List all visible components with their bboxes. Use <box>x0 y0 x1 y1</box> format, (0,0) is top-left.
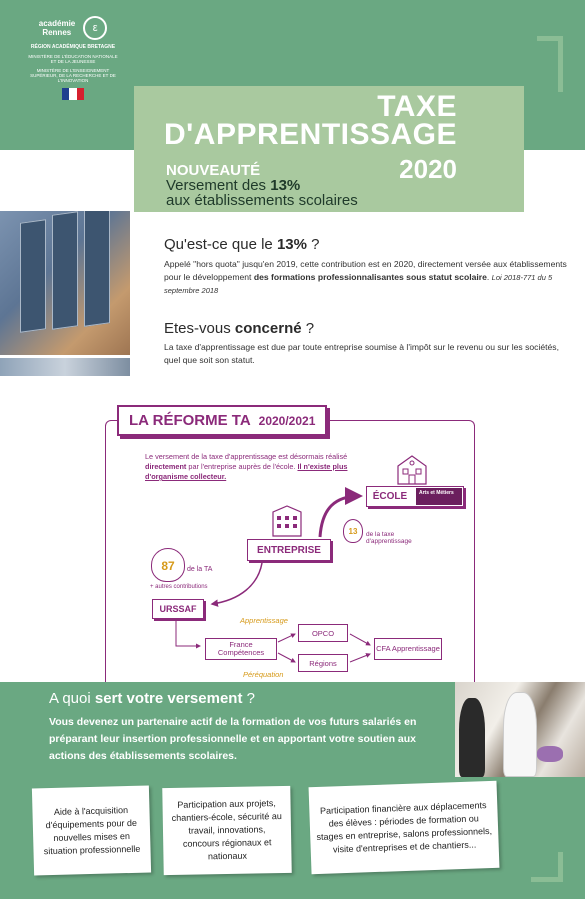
corner-bracket-top <box>537 36 563 92</box>
purple-bowl <box>537 746 563 762</box>
ecole-box: ÉCOLE <box>366 486 464 507</box>
benefit-card-1-text: Aide à l'acquisition d'équipements pour de nouvelles mises en situation professionnelle <box>43 804 141 856</box>
title-line-1: TAXE <box>377 90 457 123</box>
apprentissage-label: Apprentissage <box>240 616 288 625</box>
section-1-title-prefix: Qu'est-ce que le <box>164 236 277 253</box>
section-2-title-prefix: Etes-vous <box>164 320 235 337</box>
student-figure <box>503 692 537 777</box>
benefit-card-2-text: Participation aux projets, chantiers-école, sécurité au travail, innovations, concours régionaux et nationaux <box>171 798 282 862</box>
bottom-text: Vous devenez un partenaire actif de la formation de vos futurs salariés en préparant leur insertion professionnelle et en apportant votre soutien aux actions des établissements scolaires. <box>49 716 417 762</box>
academie-logo <box>28 16 118 100</box>
bottom-title <box>49 690 255 707</box>
entreprise-box: ENTREPRISE <box>247 539 331 561</box>
section-1-text-bold: des formations professionnalisantes sous statut scolaire <box>253 271 487 282</box>
pct-87: 87 <box>161 559 175 573</box>
arts-metiers-badge: Arts et Métiers <box>416 488 462 505</box>
reform-label <box>117 405 327 436</box>
benefit-card-3 <box>309 781 500 875</box>
law-reference: Loi 2018-771 du 5 septembre 2018 <box>164 272 553 296</box>
bottom-title-prefix: A quoi <box>49 690 95 707</box>
academie-emblem-icon: ε <box>83 16 107 40</box>
section-1-title <box>164 236 319 253</box>
money-bag-87-icon <box>151 548 185 582</box>
autres-contributions: + autres contributions <box>150 584 208 590</box>
versement-subtitle <box>166 178 358 208</box>
reform-intro-b: par l'entreprise auprès de l'école. <box>186 462 298 471</box>
cfa-box: CFA Apprentissage <box>374 638 442 660</box>
versement-pct: 13% <box>270 177 301 194</box>
reform-intro-bold-2: Il n'existe plus d'organisme collecteur. <box>145 462 348 481</box>
section-1-text <box>164 258 574 298</box>
versement-suffix: aux établissements scolaires <box>166 192 358 209</box>
reform-label-text: LA RÉFORME TA <box>129 412 251 429</box>
french-flag-icon <box>62 88 84 100</box>
section-2-text: La taxe d'apprentissage est due par toute entreprise soumise à l'impôt sur le revenu ou sur les sociétés, quel que soit son statut. <box>164 342 559 365</box>
reform-intro <box>145 452 390 482</box>
section-1-title-suffix: ? <box>306 236 320 253</box>
opco-box: OPCO <box>298 624 348 642</box>
pct-13-note: de la taxe d'apprentissage <box>366 531 412 545</box>
section-1-title-bold: 13% <box>276 236 307 253</box>
server-rack <box>20 219 46 333</box>
students-photo <box>455 682 585 777</box>
section-1-text-a: Appelé "hors quota" jusqu'en 2019, cette contribution est en 2020, directement versée aux établissements pour le développement <box>164 259 567 282</box>
ministry-1: MINISTÈRE DE L'ÉDUCATION NATIONALE ET DE LA JEUNESSE <box>28 54 118 64</box>
section-2-title <box>164 320 314 337</box>
reform-intro-bold-1: directement <box>145 462 187 471</box>
pct-87-note: de la TA <box>187 566 213 573</box>
bottom-title-bold: sert votre versement <box>94 690 243 707</box>
title-line-2: D'APPRENTISSAGE <box>164 118 458 151</box>
section-2-title-suffix: ? <box>301 320 315 337</box>
photo-strip <box>0 358 130 376</box>
bottom-title-suffix: ? <box>242 690 255 707</box>
benefit-card-3-text: Participation financière aux déplacements des élèves : périodes de formation ou stages en entreprise, salons professionnels, visite d'entreprises et de chantiers... <box>316 799 493 854</box>
logo-region: RÉGION ACADÉMIQUE BRETAGNE <box>30 44 116 50</box>
student-figure <box>459 698 485 777</box>
title-year: 2020 <box>399 154 457 184</box>
regions-box: Régions <box>298 654 348 672</box>
logo-mark-row <box>28 16 118 40</box>
server-rack <box>52 211 78 330</box>
server-rack <box>84 211 110 327</box>
money-bag-13-icon <box>343 519 363 543</box>
server-room-photo <box>0 211 130 355</box>
pct-13: 13 <box>348 527 358 536</box>
logo-text: académie Rennes <box>38 19 76 37</box>
ministry-2: MINISTÈRE DE L'ENSEIGNEMENT SUPÉRIEUR, DE LA RECHERCHE ET DE L'INNOVATION <box>30 68 116 83</box>
nouveaute-label: NOUVEAUTÉ <box>166 162 261 179</box>
perequation-label: Péréquation <box>243 670 284 679</box>
reform-years: 2020/2021 <box>258 414 316 428</box>
urssaf-box: URSSAF <box>152 599 204 619</box>
corner-bracket-bottom <box>531 852 563 882</box>
benefit-card-1 <box>32 785 151 875</box>
section-1-text-b: . <box>486 271 492 282</box>
section-2-title-bold: concerné <box>234 320 302 337</box>
reform-intro-a: Le versement de la taxe d'apprentissage est désormais réalisé <box>145 452 348 461</box>
benefit-card-2 <box>162 786 291 875</box>
versement-prefix: Versement des <box>166 177 271 194</box>
france-competences-box: France Compétences <box>205 638 277 660</box>
